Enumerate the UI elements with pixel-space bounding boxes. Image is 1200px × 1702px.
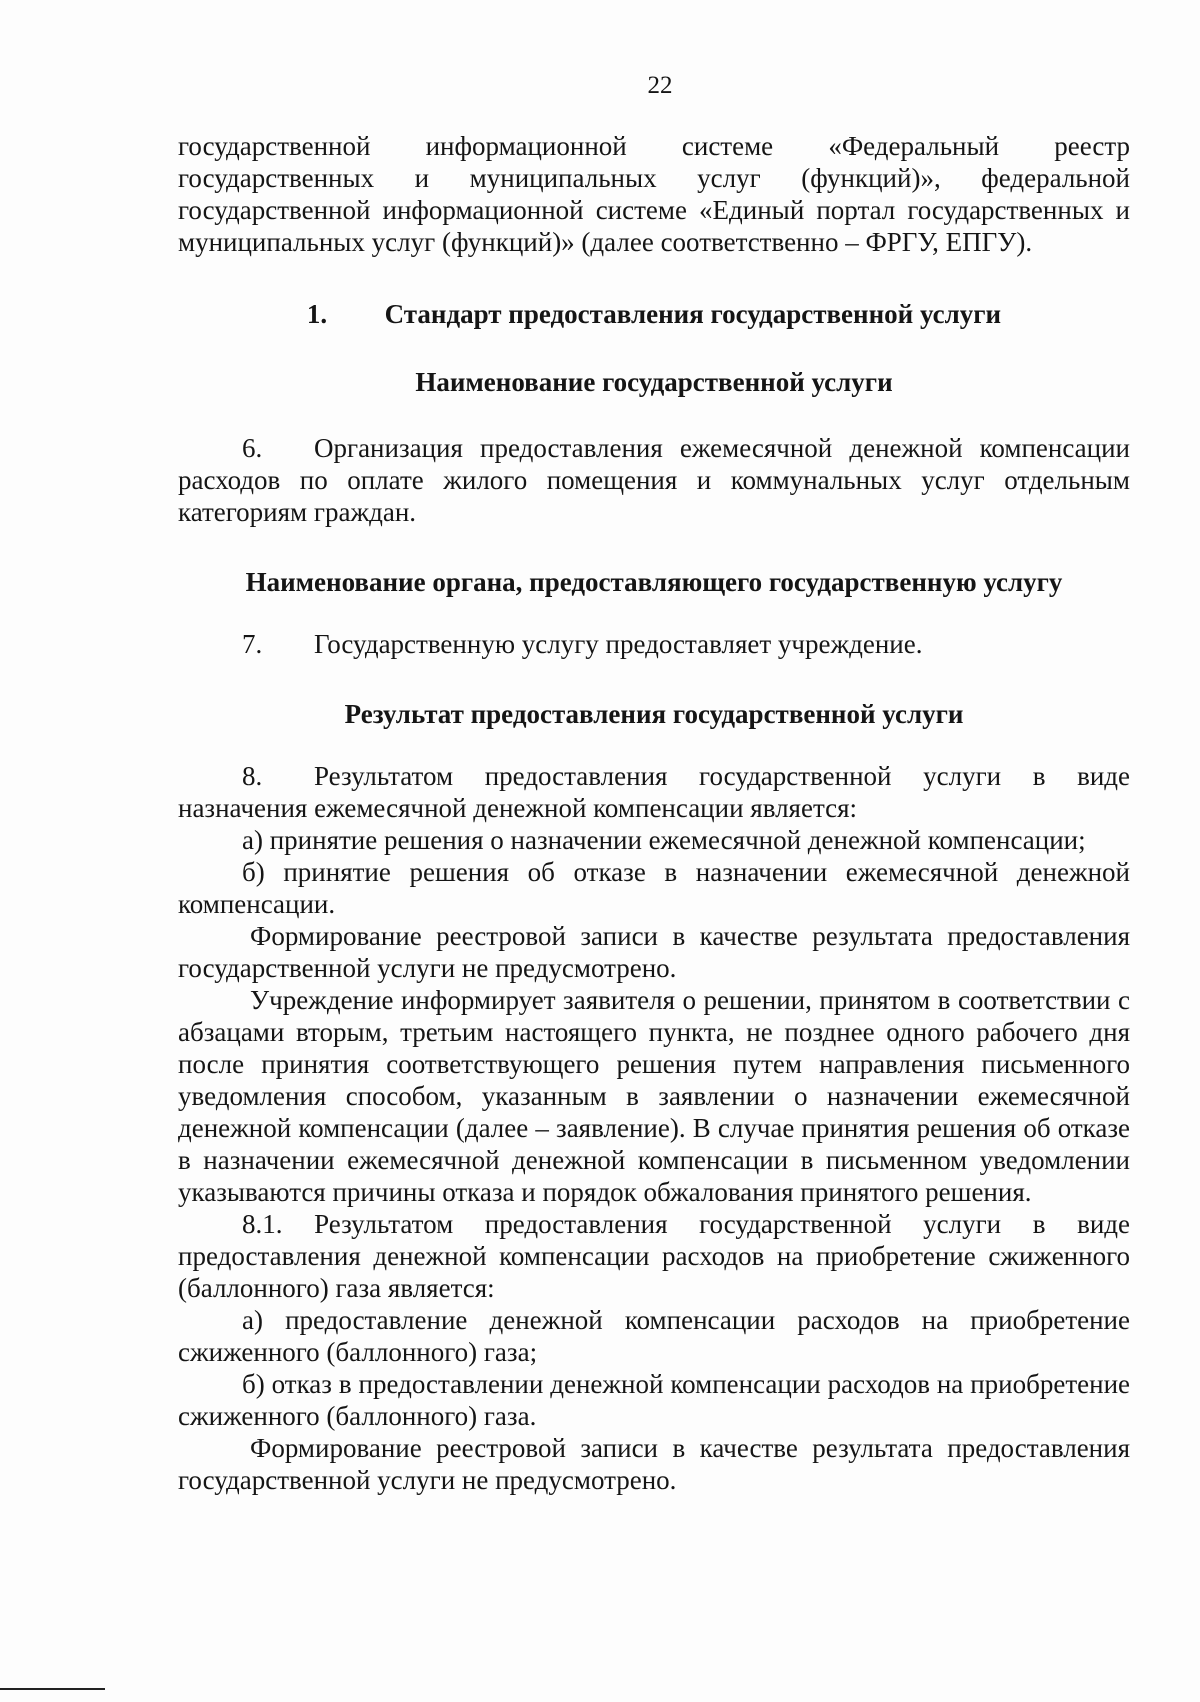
paragraph-7-number: 7. — [242, 629, 263, 659]
paragraph-8-number: 8. — [242, 761, 263, 791]
footer-rule — [0, 1688, 105, 1690]
paragraph-8-1: 8.1. Результатом предоставления государственной услуги в виде предоставления денежной компенсации расходов на приобретение сжиженного (баллонного) газа является: — [178, 1209, 1130, 1303]
paragraph-8-1-item-a: а) предоставление денежной компенсации расходов на приобретение сжиженного (баллонного) газа; — [178, 1305, 1130, 1367]
section-number: 1. — [306, 299, 328, 329]
heading-organ: Наименование органа, предоставляющего государственную услугу — [245, 567, 1063, 597]
paragraph-8-inform: Учреждение информирует заявителя о решении, принятом в соответствии с абзацами вторым, третьим настоящего пункта, не позднее одного рабочего дня после принятия соответствующего решения путем направления письменного уведомления способом, указанным в заявлении о назначении ежемесячной денежной компенсации (далее – заявление). В случае принятия решения об отказе в назначении ежемесячной денежной компенсации в письменном уведомлении указываются причины отказа и порядок обжалования принятого решения. — [178, 985, 1130, 1207]
paragraph-8-registry: Формирование реестровой записи в качестве результата предоставления государственной услуги не предусмотрено. — [178, 921, 1130, 983]
paragraph-7 — [178, 628, 1130, 660]
heading-result: Результат предоставления государственной услуги — [344, 699, 964, 729]
paragraph-8-1-registry: Формирование реестровой записи в качестве результата предоставления государственной услуги не предусмотрено. — [178, 1433, 1130, 1495]
paragraph-8-1-item-b: б) отказ в предоставлении денежной компенсации расходов на приобретение сжиженного (баллонного) газа. — [178, 1369, 1130, 1431]
paragraph-6-number: 6. — [242, 433, 263, 463]
paragraph-8-text: Результатом предоставления государственной услуги в виде назначения ежемесячной денежной компенсации является: — [178, 761, 1130, 823]
document-body — [178, 130, 1130, 1496]
paragraph-8-item-b: б) принятие решения об отказе в назначении ежемесячной денежной компенсации. — [178, 857, 1130, 919]
paragraph-6 — [178, 432, 1130, 528]
heading-service-name: Наименование государственной услуги — [415, 367, 893, 397]
section-heading — [178, 298, 1130, 330]
paragraph-8 — [178, 760, 1130, 824]
page-number: 22 — [647, 72, 673, 99]
paragraph-7-text: Государственную услугу предоставляет учреждение. — [314, 629, 923, 659]
paragraph-8-item-a: а) принятие решения о назначении ежемесячной денежной компенсации; — [242, 825, 1086, 855]
intro-paragraph: государственной информационной системе «Федеральный реестр государственных и муниципальных услуг (функций)», федеральной государственной информационной системе «Единый портал государственных и муниципальных услуг (функций)» (далее соответственно – ФРГУ, ЕПГУ). — [178, 131, 1130, 257]
paragraph-6-text: Организация предоставления ежемесячной денежной компенсации расходов по оплате жилого помещения и коммунальных услуг отдельным категориям граждан. — [178, 433, 1130, 527]
section-title: Стандарт предоставления государственной услуги — [384, 299, 1002, 329]
